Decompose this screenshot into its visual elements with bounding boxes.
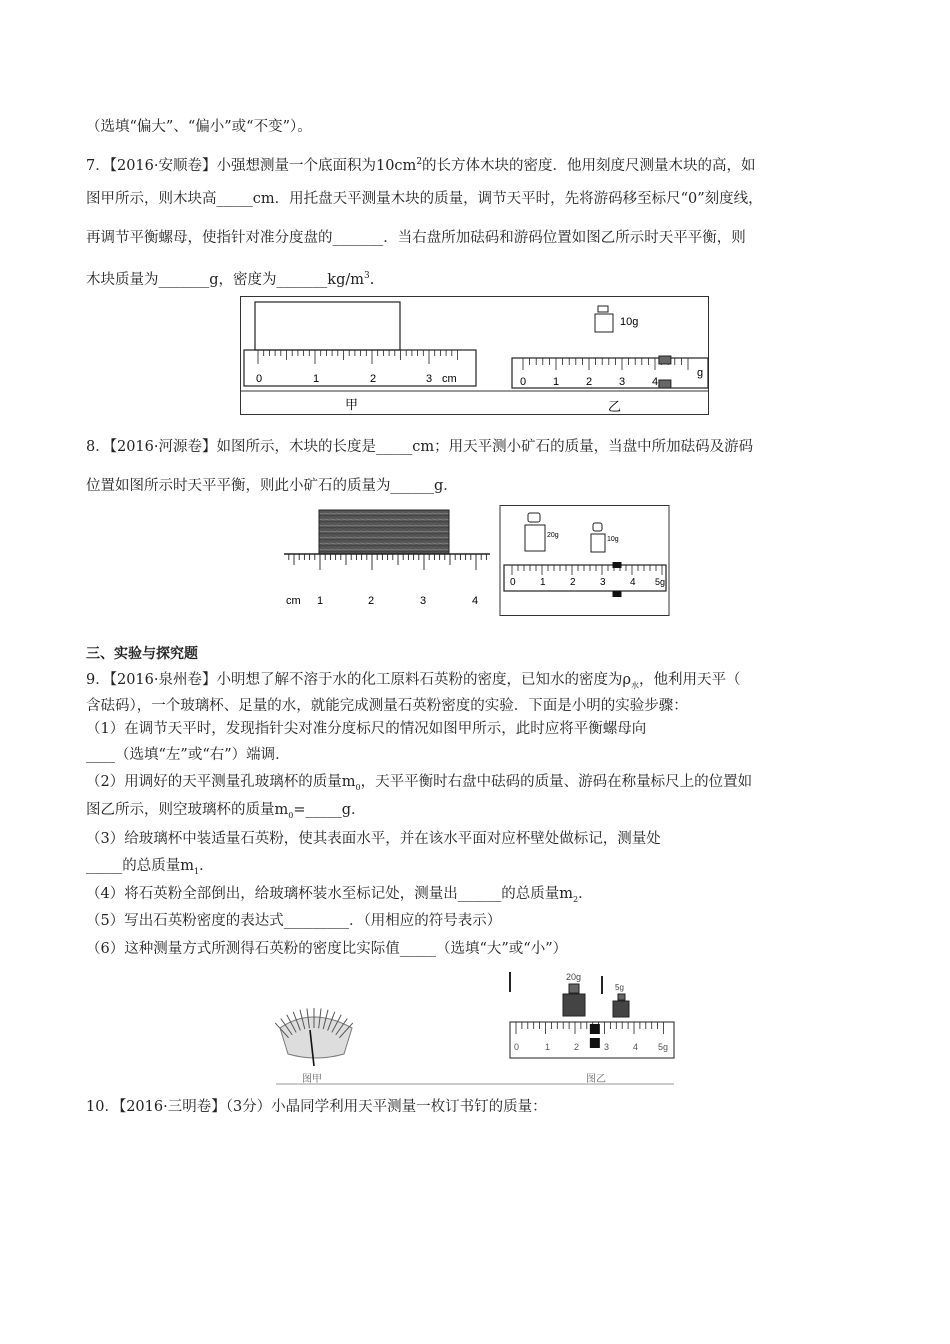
q9-line1: 9．【2016·泉州卷】小明想了解不溶于水的化工原料石英粉的密度，已知水的密度为$\rho_水$，他利用天平（ — [86, 672, 741, 690]
q7-line4: 木块质量为_______g，密度为$\_\_\_\_\_\_\_kg/m^3$. — [86, 271, 375, 288]
scale-unit: g — [697, 367, 704, 379]
q6-tail: （选填“偏大”、“偏小”或“不变”）。 — [86, 119, 312, 135]
weight-20g — [525, 513, 559, 551]
ruler-tick-0: 0 — [256, 373, 263, 385]
ruler-ticks — [289, 554, 487, 570]
scale-tick-2: 2 — [570, 577, 576, 588]
ruler-tick-3: 3 — [420, 595, 427, 607]
rider-top — [613, 562, 622, 568]
q9-step1a: （1）在调节天平时，发现指针尖对准分度标尺的情况如图甲所示，此时应将平衡螺母向 — [86, 721, 647, 737]
q8-line1: 8．【2016·河源卷】如图所示，木块的长度是_____cm；用天平测小矿石的质量，当盘中所加砝码及游码 — [86, 439, 754, 455]
caption-jia: 甲 — [345, 397, 359, 412]
q7-line2: 图甲所示，则木块高_____cm．用托盘天平测量木块的质量，调节天平时，先将游码移至标尺“0”刻度线， — [86, 191, 763, 207]
weight-5g-label: 5g — [615, 983, 624, 992]
wood-block — [319, 510, 449, 554]
scale-tick-0: 0 — [520, 376, 527, 388]
q9-step6: （6）这种测量方式所测得石英粉的密度比实际值_____（选填“大”或“小”） — [86, 941, 568, 957]
rider-top — [659, 356, 671, 364]
rider-bottom — [590, 1038, 600, 1048]
ruler-tick-1: 1 — [313, 373, 320, 385]
section-title: 三、实验与探究题 — [86, 646, 198, 662]
scale-tick-4: 4 — [633, 1042, 639, 1052]
q9-step2a: （2）用调好的天平测量孔玻璃杯的质量$m_0$，天平平衡时右盘中砝码的质量、游码在称量标尺上的位置如 — [86, 774, 753, 792]
q10-line1: 10．【2016·三明卷】（3分）小晶同学利用天平测量一枚订书钉的质量： — [86, 1099, 547, 1115]
pointer-dial — [275, 1008, 353, 1085]
scale-tick-1: 1 — [540, 577, 546, 588]
q9-step2b: 图乙所示，则空玻璃杯的质量$m_0=\_\_\_\_\_g$． — [86, 802, 366, 820]
ruler-tick-2: 2 — [370, 373, 377, 385]
q7-line1: 7．【2016·安顺卷】小强想测量一个底面积为$10cm^2$的长方体木块的密度．他用刻度尺测量木块的高，如 — [86, 157, 756, 174]
scale-tick-5g: 5g — [658, 1042, 669, 1052]
caption-tu-yi: 图乙 — [586, 1074, 606, 1085]
scale-tick-3: 3 — [600, 577, 606, 588]
q9-step3a: （3）给玻璃杯中装适量石英粉，使其表面水平，并在该水平面对应杯壁处做标记，测量处 — [86, 831, 661, 847]
ruler-tick-2: 2 — [368, 595, 375, 607]
scale-bar — [504, 565, 666, 591]
scale-ticks — [512, 565, 662, 575]
caption-yi: 乙 — [608, 399, 622, 414]
weight-20g — [563, 972, 585, 1016]
scale-tick-2: 2 — [574, 1042, 580, 1052]
scale-tick-4: 4 — [630, 577, 636, 588]
ruler-tick-1: 1 — [317, 595, 324, 607]
rider-bottom — [659, 380, 671, 388]
figure-9 — [272, 966, 677, 1088]
figure-8 — [282, 505, 672, 617]
ruler-tick-4: 4 — [472, 595, 479, 607]
scale-tick-4: 4 — [652, 376, 659, 388]
scale-tick-3: 3 — [619, 376, 626, 388]
q8-line2: 位置如图所示时天平平衡，则此小矿石的质量为______g． — [86, 478, 458, 494]
weight-10g — [591, 523, 619, 552]
weight-20g-label: 20g — [566, 972, 582, 982]
rider-top — [590, 1024, 600, 1034]
scale-tick-3: 3 — [604, 1042, 610, 1052]
scale-tick-0: 0 — [514, 1042, 520, 1052]
weight-5g — [613, 983, 629, 1017]
q7-line3: 再调节平衡螺母，使指针对准分度盘的_______．当右盘所加砝码和游码位置如图乙所示时天平平衡，则 — [86, 230, 746, 246]
ruler-tick-3: 3 — [426, 373, 433, 385]
q9-step3b: _____的总质量$m_1$． — [86, 858, 214, 876]
caption-tu-jia: 图甲 — [302, 1074, 322, 1085]
scale-tick-1: 1 — [553, 376, 560, 388]
weight-label: 10g — [620, 316, 639, 328]
q9-step5: （5）写出石英粉密度的表达式_________．（用相应的符号表示） — [86, 913, 502, 929]
weight-10g-label: 10g — [607, 536, 619, 543]
scale-tick-0: 0 — [510, 577, 516, 588]
figure-7 — [240, 296, 710, 416]
q9-step1b: ____（选填“左”或“右”）端调． — [86, 747, 290, 763]
q9-step4: （4）将石英粉全部倒出，给玻璃杯装水至标记处，测量出______的总质量$m_2$． — [86, 886, 593, 904]
ruler-unit: cm — [442, 373, 457, 385]
rider-bottom — [613, 591, 622, 597]
q9-line2: 含砝码），一个玻璃杯、足量的水，就能完成测量石英粉密度的实验．下面是小明的实验步骤： — [86, 698, 688, 714]
weight-20g-label: 20g — [547, 532, 559, 539]
scale-tick-1: 1 — [545, 1042, 551, 1052]
scale-tick-2: 2 — [586, 376, 593, 388]
ruler-unit: cm — [286, 595, 301, 607]
scale-tick-5g: 5g — [655, 577, 666, 587]
scale-ticks — [516, 1022, 664, 1034]
